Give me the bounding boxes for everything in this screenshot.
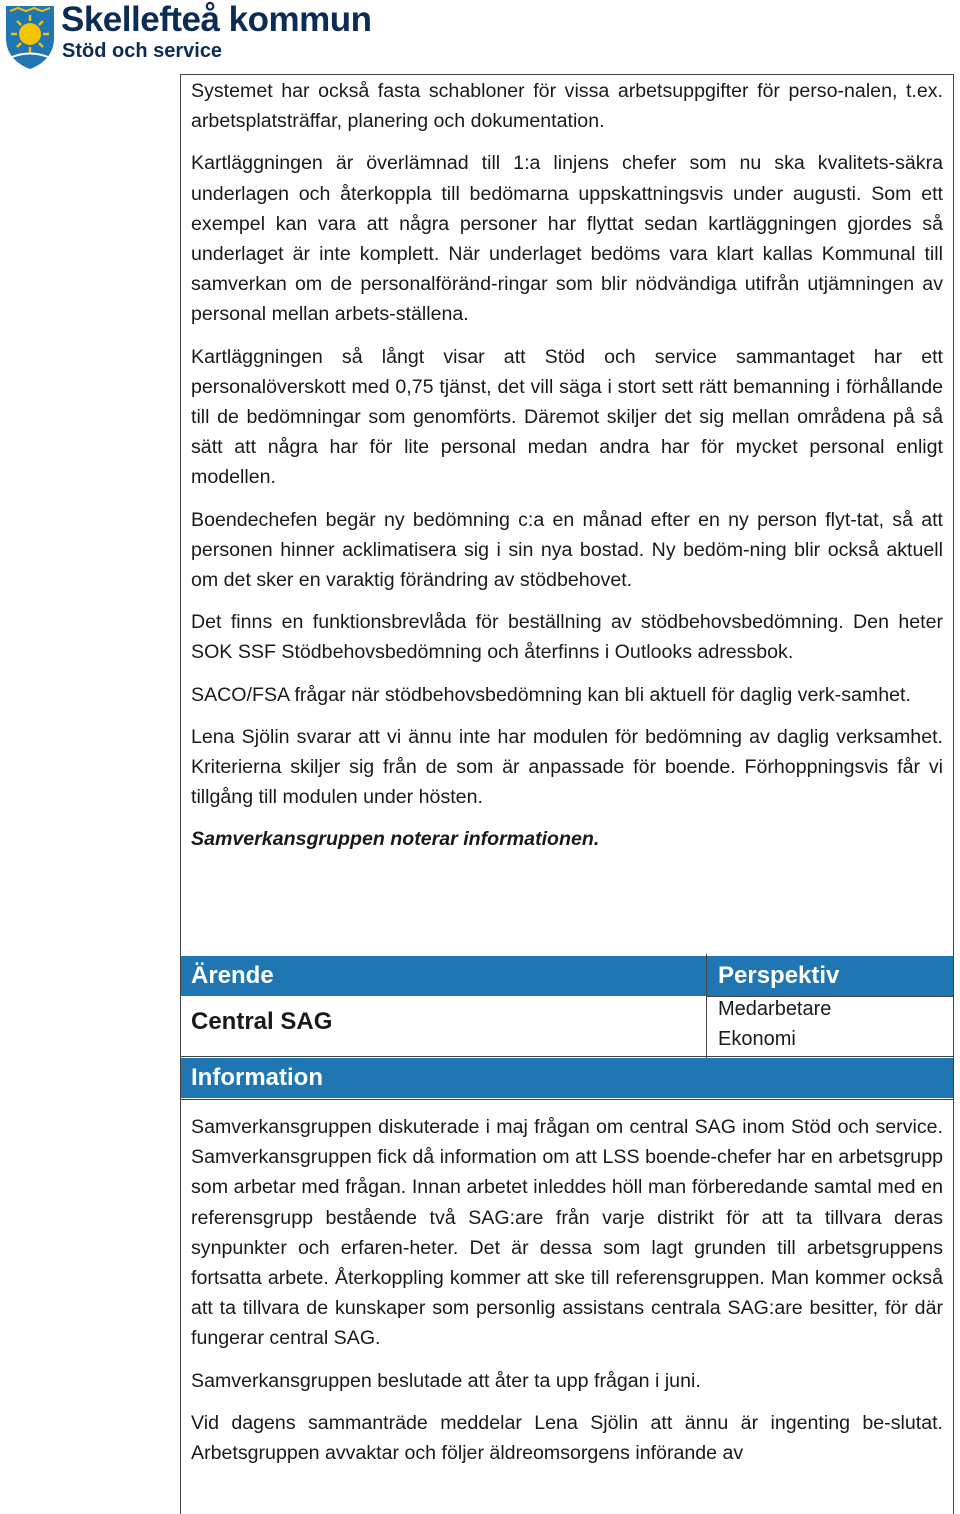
paragraph: Kartläggningen så långt visar att Stöd och service sammantaget har ett personalöverskott med 0,75 tjänst, det vill säga i stort sett rätt bemanning i förhållande till de bedömningar som genomförts. Däremot skiljer det sig mellan områdena på så sätt att några har för lite personal medan andra har för mycket personal enligt modellen. xyxy=(191,345,943,489)
agenda-table xyxy=(180,954,954,1100)
paragraph: Boendechefen begär ny bedömning c:a en månad efter en ny person flyt-tat, så att personen hinner acklimatisera sig i sin nya bostad. Ny bedöm-ning blir också aktuell om det sker en varaktig förändring av stödbehovet. xyxy=(191,508,943,592)
org-unit: Stöd och service xyxy=(62,40,223,62)
table-border-left xyxy=(180,954,181,1100)
table-rule xyxy=(180,1056,954,1057)
case-title: Central SAG xyxy=(191,1008,333,1035)
table-rule xyxy=(706,996,954,997)
paragraph: Vid dagens sammanträde meddelar Lena Sjölin att ännu är ingenting be-slutat. Arbetsgruppen avvaktar och följer äldreomsorgens införande av xyxy=(191,1411,943,1465)
body-bottom xyxy=(191,1112,943,1480)
paragraph: Kartläggningen är överlämnad till 1:a linjens chefer som nu ska kvalitets-säkra underlagen och återkoppla till bedömarna uppskattningsvis under augusti. Som ett exempel kan vara att några personer har flyttat sedan kartläggningen gjordes så underlaget är inte komplett. När underlaget bedöms vara klart kallas Kommunal till samverkan om de personalföränd-ringar som blir nödvändiga utifrån utjämningen av personal mellan arbets-ställena. xyxy=(191,152,943,326)
type-header: Information xyxy=(180,1058,954,1098)
paragraph: Det finns en funktionsbrevlåda för beställning av stödbehovsbedömning. Den heter SOK SSF Stödbehovsbedömning och återfinns i Outlooks adressbok. xyxy=(191,611,943,664)
paragraph: Systemet har också fasta schabloner för vissa arbetsuppgifter för perso-nalen, t.ex. arbetsplatsträffar, planering och dokumentation. xyxy=(191,80,943,133)
coat-of-arms-icon xyxy=(3,2,57,70)
paragraph: Samverkansgruppen diskuterade i maj frågan om central SAG inom Stöd och service. Samverkansgruppen fick då information om att LSS boende-chefer har en arbetsgrupp som arbetar med frågan. Innan arbetet inleddes höll man förberedande samtal med en referensgrupp bestående två SAG:are från varje distrikt för att ta tillvara deras synpunkter och erfaren-heter. Det är dessa som lagt grunden till arbetsgruppens fortsatta arbete. Återkoppling kommer att ske till referensgruppen. Man kommer också att ta tillvara de kunskaper som personlig assistans centrala SAG:are besitter, för där fungerar central SAG. xyxy=(191,1116,943,1350)
table-divider xyxy=(706,954,707,1058)
table-border-right xyxy=(953,954,954,1100)
org-name: Skellefteå kommun xyxy=(61,0,372,39)
case-header: Ärende xyxy=(180,956,706,996)
paragraph: Samverkansgruppen beslutade att åter ta upp frågan i juni. xyxy=(191,1369,701,1392)
perspective-item: Ekonomi xyxy=(718,1028,796,1050)
perspective-item: Medarbetare xyxy=(718,998,832,1020)
paragraph: Lena Sjölin svarar att vi ännu inte har modulen för bedömning av daglig verksamhet. Kriterierna skiljer sig från de som är anpassade för boende. Förhoppningsvis får vi tillgång till modulen under hösten. xyxy=(191,725,943,809)
paragraph: SACO/FSA frågar när stödbehovsbedömning kan bli aktuell för daglig verk-samhet. xyxy=(191,683,911,706)
perspective-header: Perspektiv xyxy=(707,956,954,996)
table-rule xyxy=(180,1099,954,1100)
org-logo xyxy=(3,2,383,70)
body-top xyxy=(191,76,943,867)
decision-text: Samverkansgruppen noterar informationen. xyxy=(191,828,600,851)
